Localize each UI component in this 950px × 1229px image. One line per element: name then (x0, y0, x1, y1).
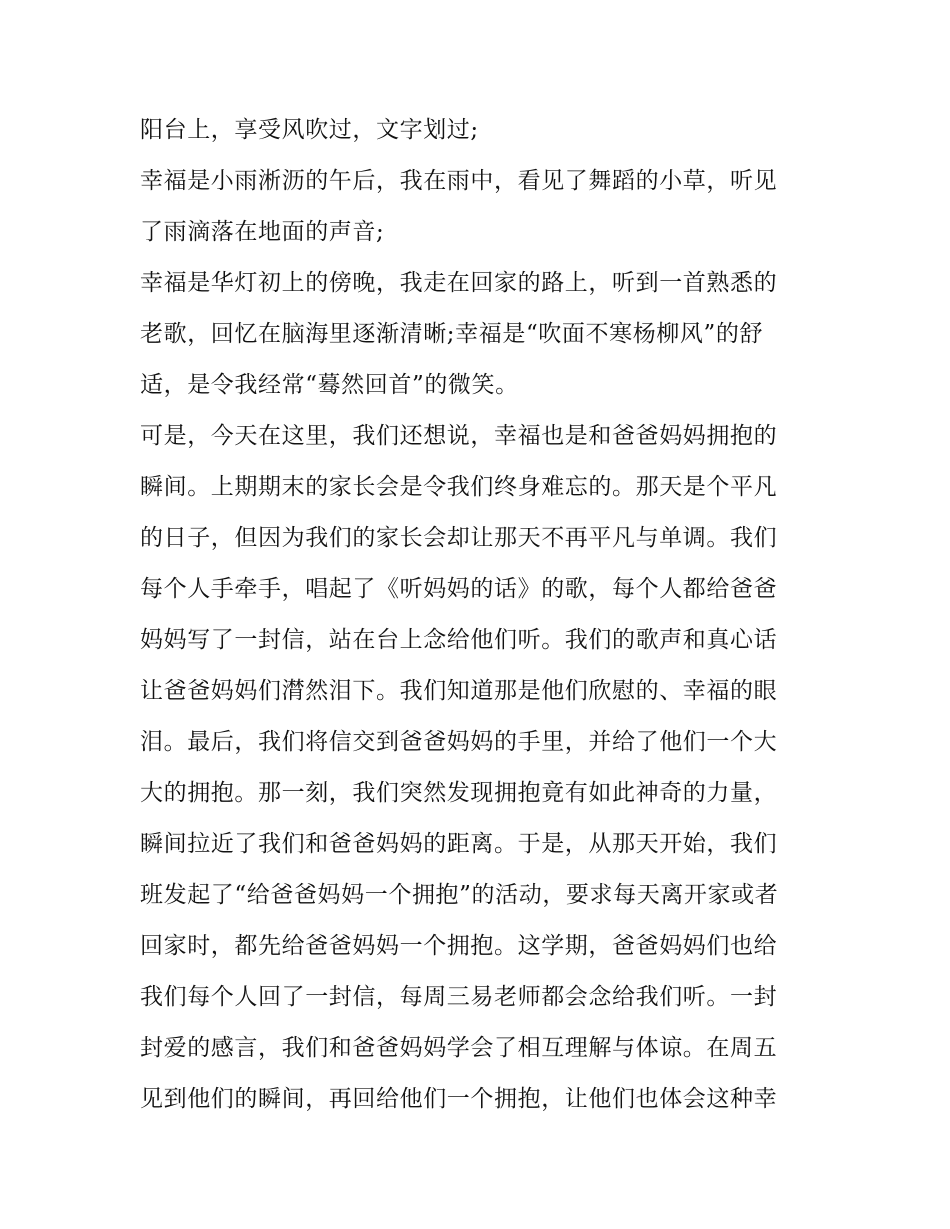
text-line: 了雨滴落在地面的声音; (140, 219, 385, 245)
text-line: 我们每个人回了一封信，每周三易老师都会念给我们听。一封 (140, 984, 778, 1010)
text-line: 让爸爸妈妈们潸然泪下。我们知道那是他们欣慰的、幸福的眼 (140, 678, 778, 704)
text-line: 幸福是小雨淅沥的午后，我在雨中，看见了舞蹈的小草，听见 (140, 168, 778, 194)
text-line: 可是，今天在这里，我们还想说，幸福也是和爸爸妈妈拥抱的 (140, 423, 778, 449)
text-line: 瞬间。上期期末的家长会是令我们终身难忘的。那天是个平凡 (140, 474, 778, 500)
text-line: 见到他们的瞬间，再回给他们一个拥抱，让他们也体会这种幸 (140, 1086, 778, 1112)
text-line: 适，是令我经常“蓦然回首”的微笑。 (140, 372, 519, 398)
body-text (140, 105, 820, 1125)
text-line: 瞬间拉近了我们和爸爸妈妈的距离。于是，从那天开始，我们 (140, 831, 778, 857)
text-line: 老歌，回忆在脑海里逐渐清晰;幸福是“吹面不寒杨柳风”的舒 (140, 321, 764, 347)
text-line: 封爱的感言，我们和爸爸妈妈学会了相互理解与体谅。在周五 (140, 1035, 778, 1061)
text-line: 幸福是华灯初上的傍晚，我走在回家的路上，听到一首熟悉的 (140, 270, 778, 296)
text-line: 泪。最后，我们将信交到爸爸妈妈的手里，并给了他们一个大 (140, 729, 778, 755)
text-line: 阳台上，享受风吹过，文字划过; (140, 117, 479, 143)
text-line: 每个人手牵手，唱起了《听妈妈的话》的歌，每个人都给爸爸 (140, 576, 778, 602)
text-line: 回家时，都先给爸爸妈妈一个拥抱。这学期，爸爸妈妈们也给 (140, 933, 778, 959)
text-line: 妈妈写了一封信，站在台上念给他们听。我们的歌声和真心话 (140, 627, 778, 653)
text-line: 大的拥抱。那一刻，我们突然发现拥抱竟有如此神奇的力量， (140, 780, 778, 806)
text-line: 的日子，但因为我们的家长会却让那天不再平凡与单调。我们 (140, 525, 778, 551)
text-line: 班发起了“给爸爸妈妈一个拥抱”的活动，要求每天离开家或者 (140, 882, 779, 908)
